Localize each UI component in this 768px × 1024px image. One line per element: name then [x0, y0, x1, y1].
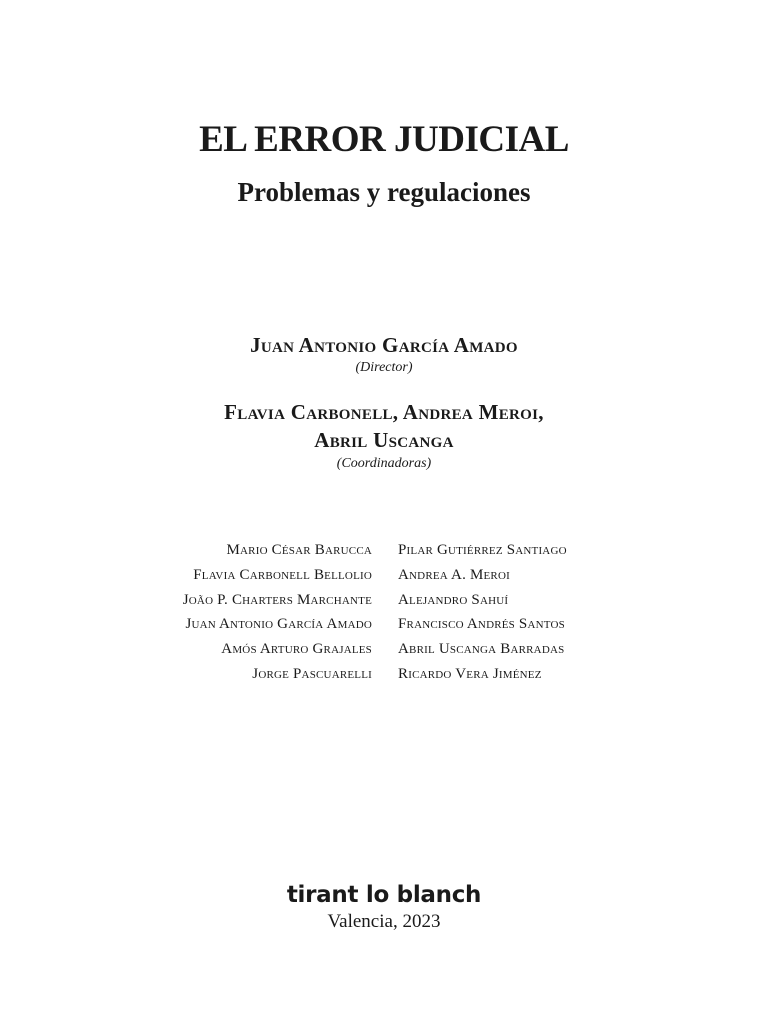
publisher-logo-text: tirant lo blanch [286, 882, 482, 908]
author-name: Andrea A. Meroi [398, 566, 510, 583]
book-subtitle: Problemas y regulaciones [237, 177, 531, 207]
authors-right-column [398, 538, 567, 687]
author-name: Alejandro Sahuí [398, 591, 509, 608]
author-name: Ricardo Vera Jiménez [398, 665, 542, 682]
place-and-year: Valencia, 2023 [327, 911, 441, 932]
author-name: Mario César Barucca [226, 542, 372, 558]
coordinators-line-1: Flavia Carbonell, Andrea Meroi, [224, 400, 544, 424]
author-name: Juan Antonio García Amado [185, 616, 372, 633]
author-name: Flavia Carbonell Bellolio [193, 566, 372, 583]
authors-left-column [183, 538, 372, 687]
author-name: Pilar Gutiérrez Santiago [398, 542, 567, 558]
author-name: Francisco Andrés Santos [398, 616, 565, 633]
coordinators-role: (Coordinadoras) [336, 456, 432, 471]
author-name: Abril Uscanga Barradas [398, 641, 565, 658]
coordinators-line-2: Abril Uscanga [314, 428, 454, 452]
book-title: EL ERROR JUDICIAL [199, 119, 569, 160]
author-name: Jorge Pascuarelli [252, 665, 372, 682]
author-name: Amós Arturo Grajales [221, 641, 372, 658]
director-name: Juan Antonio García Amado [250, 333, 518, 357]
director-role: (Director) [355, 360, 413, 375]
author-name: João P. Charters Marchante [182, 591, 372, 608]
